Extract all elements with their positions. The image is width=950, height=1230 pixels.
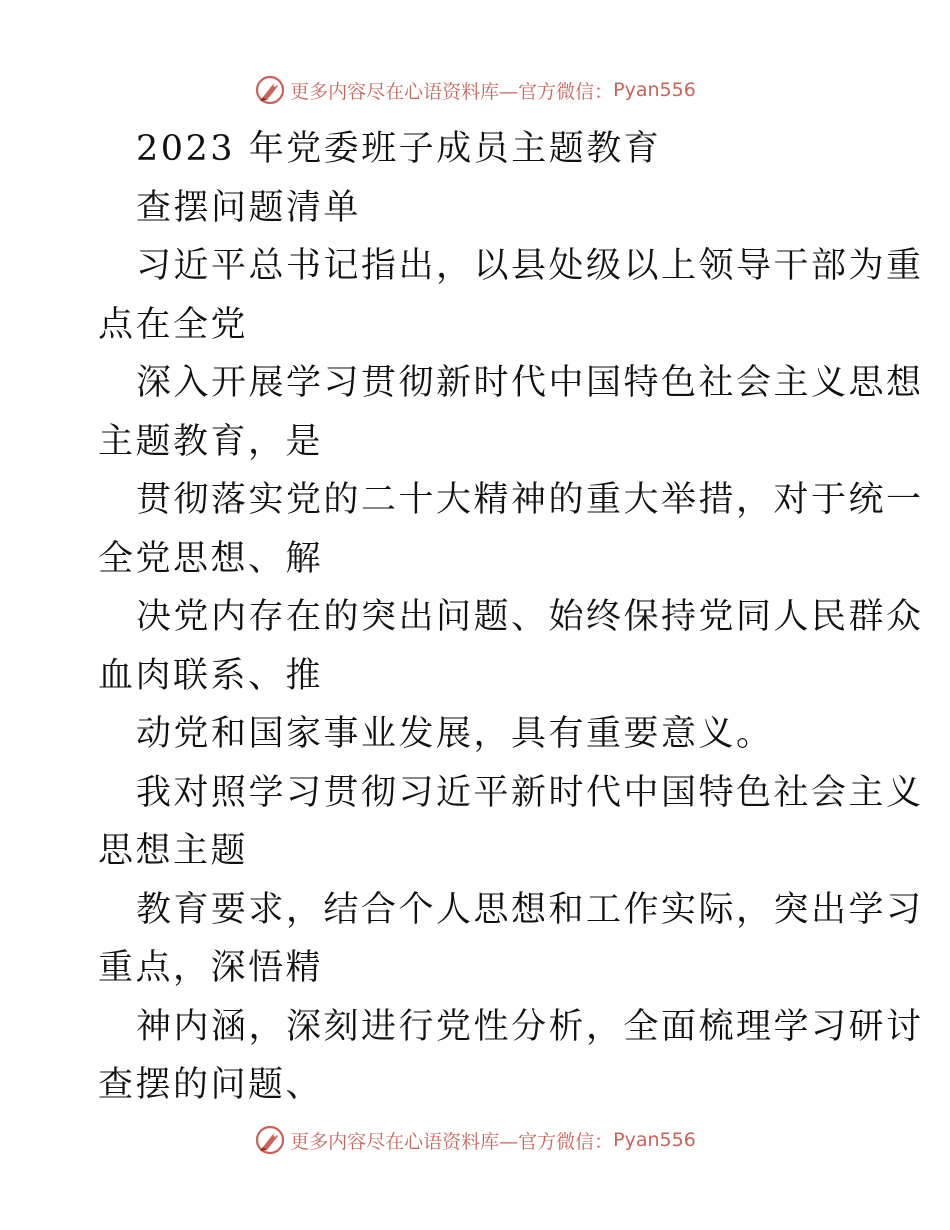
paragraph-line: 贯彻落实党的二十大精神的重大举措，对于统一 <box>136 480 924 520</box>
document-body <box>98 120 924 1115</box>
paragraph-line: 全党思想、解 <box>98 538 324 579</box>
paragraph-line: 思想主题 <box>98 831 249 871</box>
paragraph-line: 教育要求，结合个人思想和工作实际，突出学习 <box>136 889 924 930</box>
wechat-id: Pyan556 <box>613 79 696 101</box>
watermark-text: 更多内容尽在心语资料库—官方微信： <box>290 1130 614 1153</box>
doc-title-line-2: 查摆问题清单 <box>136 187 362 228</box>
paragraph-line: 点在全党 <box>98 304 249 345</box>
paragraph-line: 血肉联系、推 <box>98 655 324 696</box>
header-watermark-banner <box>0 70 950 110</box>
paragraph-line: 神内涵，深刻进行党性分析，全面梳理学习研讨 <box>136 1006 924 1047</box>
footer-watermark-banner <box>0 1120 950 1160</box>
pen-nib-logo-icon <box>254 74 286 106</box>
doc-title-line-1: 2023 年党委班子成员主题教育 <box>136 129 662 169</box>
paragraph-line: 重点，深悟精 <box>98 948 324 988</box>
paragraph-line: 习近平总书记指出，以县处级以上领导干部为重 <box>136 246 924 286</box>
paragraph-line: 主题教育，是 <box>98 421 324 462</box>
watermark-text: 更多内容尽在心语资料库—官方微信： <box>290 80 614 103</box>
paragraph-line: 深入开展学习贯彻新时代中国特色社会主义思想 <box>136 363 924 403</box>
paragraph-line: 我对照学习贯彻习近平新时代中国特色社会主义 <box>136 772 924 813</box>
pen-nib-logo-icon <box>254 1124 286 1156</box>
paragraph-line: 动党和国家事业发展，具有重要意义。 <box>136 714 774 754</box>
wechat-id: Pyan556 <box>613 1129 696 1151</box>
paragraph-line: 决党内存在的突出问题、始终保持党同人民群众 <box>136 597 924 637</box>
paragraph-line: 查摆的问题、 <box>98 1065 324 1105</box>
